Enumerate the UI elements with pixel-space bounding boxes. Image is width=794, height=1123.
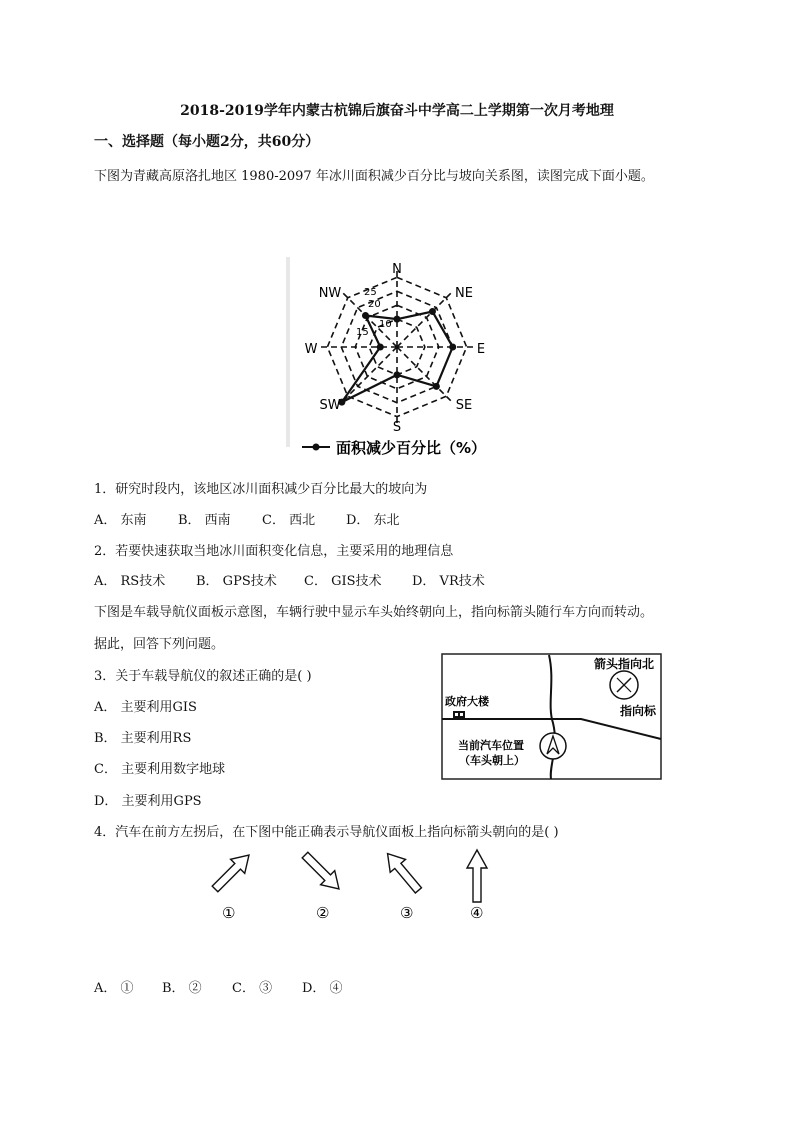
dir-label-e: E — [476, 342, 486, 357]
legend-marker — [313, 444, 320, 451]
radar-spoke-sw — [342, 347, 397, 402]
label-indicator: 指向标 — [620, 704, 657, 718]
ring-label-20: 20 — [368, 299, 381, 310]
arrow-choices — [200, 848, 500, 928]
car-position-icon — [540, 733, 566, 759]
intro-text-2-line1: 下图是车载导航仪面板示意图，车辆行驶中显示车头始终朝向上，指向标箭头随行车方向而转动。 — [94, 605, 654, 620]
q2-option-b[interactable]: B． GPS技术 — [196, 574, 277, 589]
data-point-n — [394, 316, 401, 323]
q4-option-c[interactable]: C． ③ — [232, 981, 273, 996]
dir-label-nw: NW — [318, 286, 342, 301]
ring-label-10: 10 — [379, 319, 392, 330]
q1-option-b[interactable]: B． 西南 — [178, 513, 231, 528]
radar-chart — [282, 255, 512, 465]
page-title: 2018-2019学年内蒙古杭锦后旗奋斗中学高二上学期第一次月考地理 — [180, 103, 614, 119]
q2-stem: 2．若要快速获取当地冰川面积变化信息，主要采用的地理信息 — [94, 544, 454, 559]
dir-label-sw: SW — [319, 398, 341, 413]
data-point-s — [394, 371, 401, 378]
q4-option-d[interactable]: D． ④ — [302, 981, 343, 996]
label-govt: 政府大楼 — [445, 695, 489, 708]
scan-edge — [286, 257, 290, 447]
data-point-ne — [429, 308, 436, 315]
arrow-label-1: ① — [222, 904, 236, 922]
ring-label-25: 25 — [364, 287, 377, 298]
arrow-4-icon — [467, 850, 487, 902]
label-arrow-north: 箭头指向北 — [594, 657, 655, 671]
data-point-se — [433, 383, 440, 390]
arrow-label-2: ② — [316, 904, 330, 922]
intro-text-1: 下图为青藏高原洛扎地区 1980-2097 年冰川面积减少百分比与坡向关系图，读图完成下面小题。 — [94, 169, 654, 184]
section-heading: 一、选择题（每小题2分，共60分） — [94, 134, 320, 150]
q2-option-a[interactable]: A． RS技术 — [94, 574, 166, 589]
q3-option-c[interactable]: C． 主要利用数字地球 — [94, 762, 226, 777]
q1-option-a[interactable]: A． 东南 — [94, 513, 147, 528]
data-point-w — [377, 344, 384, 351]
dir-label-w: W — [304, 342, 318, 357]
building-icon — [453, 711, 465, 718]
q3-option-d[interactable]: D． 主要利用GPS — [94, 794, 202, 809]
nav-panel-diagram — [441, 653, 663, 781]
radar-spoke-ne — [397, 292, 452, 347]
label-car-heading: （车头朝上） — [459, 754, 525, 767]
q4-options — [94, 977, 343, 996]
q1-option-c[interactable]: C． 西北 — [262, 513, 316, 528]
q2-options — [94, 570, 485, 589]
arrow-label-3: ③ — [400, 904, 414, 922]
legend — [302, 439, 486, 457]
dir-label-n: N — [392, 262, 402, 277]
arrow-2-icon — [298, 848, 346, 896]
data-point-nw — [362, 312, 369, 319]
label-car-position: 当前汽车位置 — [458, 739, 524, 752]
dir-label-s: S — [392, 420, 402, 435]
data-point-e — [449, 344, 456, 351]
arrow-3-icon — [380, 848, 426, 897]
legend-label: 面积减少百分比（%） — [336, 439, 487, 457]
q3-stem: 3．关于车载导航仪的叙述正确的是( ) — [94, 669, 312, 684]
q1-stem: 1．研究时段内，该地区冰川面积减少百分比最大的坡向为 — [94, 482, 428, 497]
q2-option-c[interactable]: C． GIS技术 — [304, 574, 382, 589]
q4-option-b[interactable]: B． ② — [162, 981, 202, 996]
dir-label-se: SE — [455, 398, 473, 413]
radar-spoke-se — [397, 347, 452, 402]
intro-text-2-line2: 据此，回答下列问题。 — [94, 637, 225, 652]
q2-option-d[interactable]: D． VR技术 — [412, 574, 485, 589]
ring-label-15: 15 — [356, 327, 369, 338]
q3-option-b[interactable]: B． 主要利用RS — [94, 731, 192, 746]
q4-option-a[interactable]: A． ① — [94, 981, 134, 996]
dir-label-ne: NE — [455, 286, 473, 301]
q1-option-d[interactable]: D． 东北 — [346, 513, 400, 528]
arrow-1-icon — [208, 848, 256, 896]
arrow-label-4: ④ — [470, 904, 484, 922]
q1-options — [94, 509, 400, 528]
q4-stem: 4．汽车在前方左拐后，在下图中能正确表示导航仪面板上指向标箭头朝向的是( ) — [94, 825, 559, 840]
q3-option-a[interactable]: A． 主要利用GIS — [94, 700, 197, 715]
